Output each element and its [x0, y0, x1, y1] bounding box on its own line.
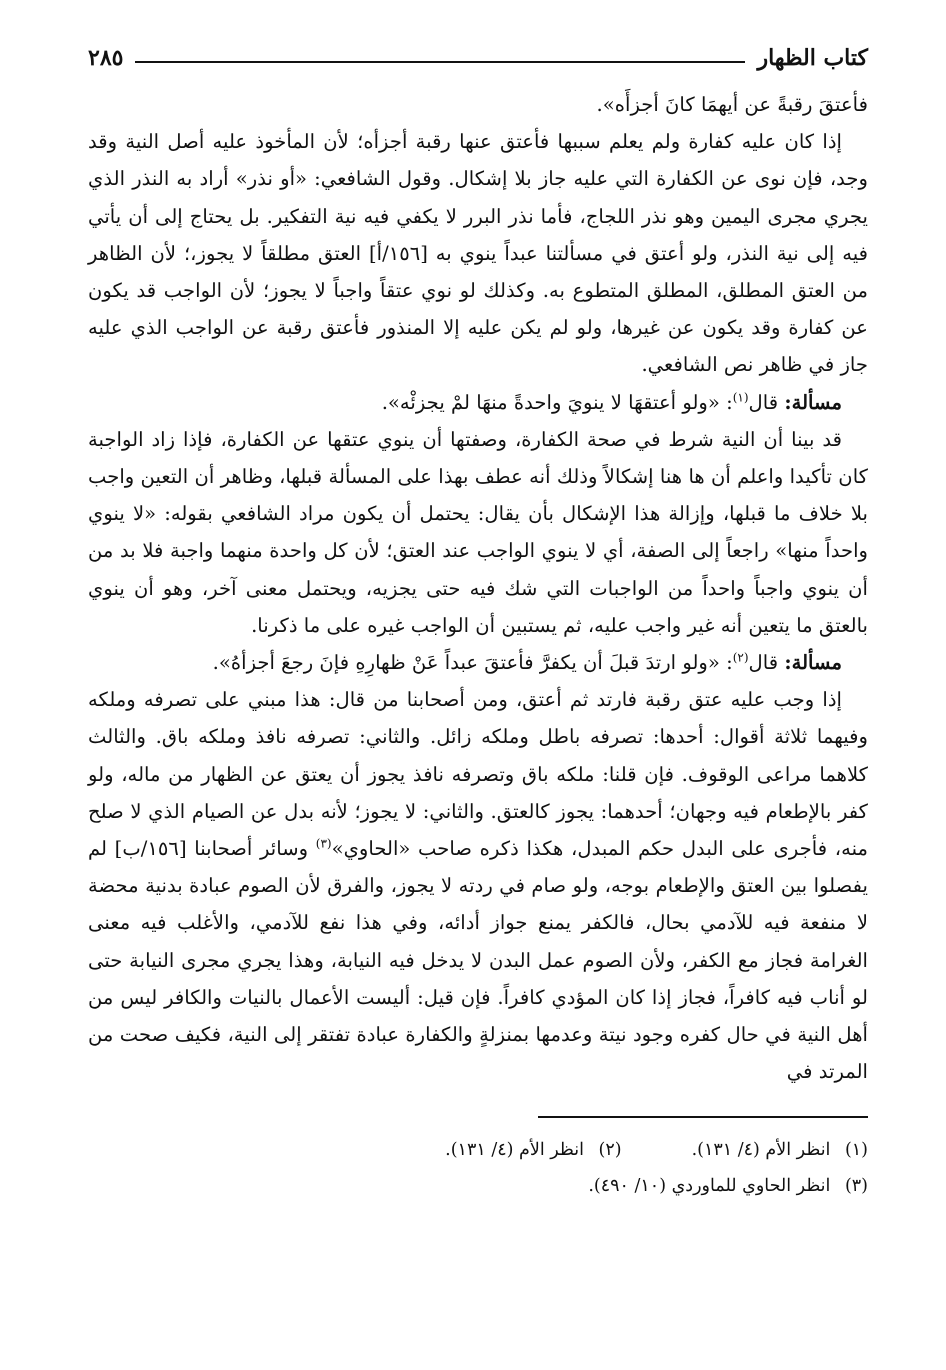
footnote-1: [692, 1132, 868, 1168]
paragraph-4-part-b: وسائر أصحابنا [١٥٦/ب] لم يفصلوا بين العتق والإطعام بوجه، ولو صام في ردته لا يجوز، والفرق لأن الصوم عبادة بدنية محضة لا منفعة فيه للآدمي بحال، فالكفر يمنع جواز أدائه، وفي هذا نفع للآدمي، والأغلب فيه معنى الغرامة فجاز مع الكفر، ولأن الصوم عمل البدن لا يدخل فيه النيابة، وهذا يجري مجرى النيابة حتى لو أناب فيه كافراً، فجاز إذا كان المؤدي كافراً. فإن قيل: أليست الأعمال بالنيات والكافر ليس من أهل النية في حال كفره وجود نيتة وعدمها بمنزلةٍ والكفارة عبادة تفتقر إلى النية، فكيف صحت من المرتد في: [88, 837, 868, 1084]
issue-label: مسألة:: [784, 651, 842, 675]
paragraph-3: قد بينا أن النية شرط في صحة الكفارة، وصفتها أن ينوي عتقها عن الكفارة، فإذا زاد الواجبة كان تأكيدا واعلم أن ها هنا إشكالاً وذلك أنه عطف بهذا على المسألة قبلها، وظاهر أن التعين واجب بلا خلاف ما قبلها، وإزالة هذا الإشكال بأن يقال: يحتمل أن يكون مراد الشافعي بقوله: «لا ينوي واحداً منها» راجعاً إلى الصفة، أي لا ينوي الواجب عند العتق؛ لأن كل واحدة منهما واجبة فلا بد من أن ينوي واجباً واحداً من الواجبات التي شك فيه حتى يجزيه، ويحتمل معنى آخر، وهو أن ينوي بالعتق ما يتعين أنه غير واجب عليه، ثم يستبين أن الواجب غيره على ما ذكرنا.: [88, 427, 868, 637]
footnote-ref-3: (٣): [315, 836, 332, 851]
issue-said: قال: [748, 651, 785, 675]
header-rule: [135, 61, 745, 63]
footnote-row: [88, 1132, 868, 1168]
footnote-3: [588, 1168, 868, 1204]
footnote-2: [445, 1132, 621, 1168]
footnote-number: (٣): [844, 1176, 868, 1197]
paragraph-4-part-a: إذا وجب عليه عتق رقبة فارتد ثم أعتق، ومن أصحابنا من قال: هذا مبني على تصرفه وملكه وفيهما ثلاثة أقوال: أحدها: تصرفه باطل وملكه زائل. والثاني: تصرفه نافذ وملكه باق. والثالث كلاهما مراعى الوقوف. فإن قلنا: ملكه باق وتصرفه نافذ يجوز أن يعتق عن الظهار من ماله، ولو كفر بالإطعام فيه وجهان؛ أحدهما: يجوز كالعتق. والثاني: لا يجوز؛ لأنه بدل عن الصيام الذي لا صلح منه، فأجرى على البدل حكم المبدل، هكذا ذكره صاحب «الحاوي»: [88, 688, 868, 861]
paragraph-2: إذا كان عليه كفارة ولم يعلم سببها فأعتق عنها رقبة أجزأه؛ لأن المأخوذ عليه أصل النية وقد وجد، فإن نوى عن الكفارة التي عليه جاز بلا إشكال. وقول الشافعي: «أو نذر» أراد به النذر الذي يجري مجرى اليمين وهو نذر اللجاج، فأما نذر البرر لا يكفي فيه نية التفكير. بل يحتاج إلى أن يأتي فيه إلى نية النذر، ولو أعتق في مسألتنا عبداً ينوي به [١٥٦/أ] العتق مطلقاً لا يجوز،؛ لأن الظاهر من العتق المطلق، المطلق المتطوع به. وكذلك لو نوي عتقاً واجباً لا يجوز؛ لأن الواجب قد يكون عن كفارة وقد يكون عن غيرها، ولو لم يكن عليه إلا المنذور فأعتق رقبة عن الواجب الذي عليه جاز في ظاهر نص الشافعي.: [88, 130, 868, 377]
footnote-row: [88, 1168, 868, 1204]
issue-quote: : «ولو ارتدَ قبلَ أن يكفرَّ فأعتقَ عبداً عَنْ ظهارِهِ فإنَ رجعَ أجزأهُ».: [212, 651, 733, 675]
footnotes: [88, 1132, 868, 1204]
footnote-text: انظر الحاوي للماوردي (١٠/ ٤٩٠).: [588, 1176, 831, 1197]
issue-1: [88, 384, 868, 421]
book-title: كتاب الظهار: [757, 45, 868, 71]
paragraph-1: فأعتقَ رقبةً عن أيهمَا كانَ أجزأَه».: [596, 93, 868, 116]
paragraph-4: [88, 681, 868, 1090]
footnote-number: (١): [844, 1140, 868, 1161]
issue-quote: : «ولو أعتقهَا لا ينويَ واحدةً منهَا لمْ يجزئْه».: [381, 390, 733, 414]
issue-label: مسألة:: [784, 390, 842, 414]
footnote-text: انظر الأم (٤/ ١٣١).: [445, 1140, 584, 1161]
main-text: [88, 86, 868, 1090]
footnote-rule: [538, 1116, 868, 1118]
footnote-text: انظر الأم (٤/ ١٣١).: [691, 1140, 831, 1161]
running-header: [88, 38, 868, 78]
issue-2: [88, 644, 868, 681]
footnote-ref-1: (١): [732, 390, 749, 405]
footnote-ref-2: (٢): [732, 650, 749, 665]
footnote-number: (٢): [598, 1140, 622, 1161]
book-page: [88, 38, 868, 1204]
page-number: ٢٨٥: [88, 45, 124, 71]
issue-said: قال: [748, 390, 785, 414]
